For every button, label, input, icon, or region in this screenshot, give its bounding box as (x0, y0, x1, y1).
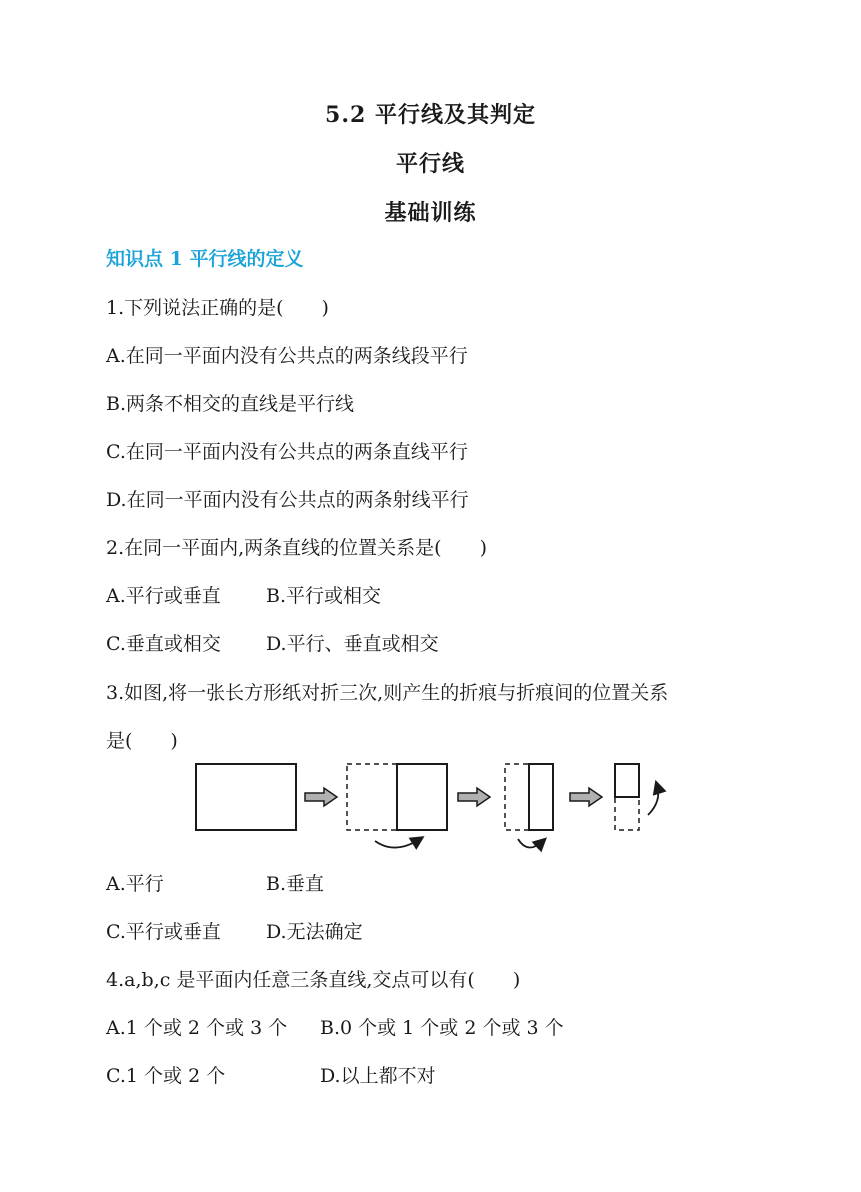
q3-option-c: C.平行或垂直 (106, 921, 221, 943)
q4-option-a: A.1 个或 2 个或 3 个 (106, 1017, 288, 1039)
q2-option-d: D.平行、垂直或相交 (266, 633, 439, 655)
q4-stem: 4.a,b,c 是平面内任意三条直线,交点可以有( ) (106, 969, 521, 991)
q1-stem: 1.下列说法正确的是( ) (106, 297, 329, 319)
q2-option-b: B.平行或相交 (266, 585, 382, 607)
folded-half-solid (397, 764, 447, 830)
folded-half-dashed (347, 764, 397, 830)
q1-option-d: D.在同一平面内没有公共点的两条射线平行 (106, 489, 469, 511)
q2-stem: 2.在同一平面内,两条直线的位置关系是( ) (106, 537, 487, 559)
q4-option-b: B.0 个或 1 个或 2 个或 3 个 (320, 1017, 564, 1039)
q3-option-d: D.无法确定 (266, 921, 363, 943)
folded-quarter-solid (529, 764, 553, 830)
full-rectangle (196, 764, 296, 830)
step-arrow-icon (570, 788, 602, 806)
q3-stem-line1: 3.如图,将一张长方形纸对折三次,则产生的折痕与折痕间的位置关系 (106, 682, 669, 704)
folded-eighth-dashed (615, 797, 639, 830)
fold-arrow-icon (648, 785, 658, 815)
fold-arrow-icon (518, 839, 543, 848)
q3-option-b: B.垂直 (266, 873, 325, 895)
subtitle: 平行线 (395, 151, 465, 177)
q2-option-a: A.平行或垂直 (106, 585, 221, 607)
step-arrow-icon (305, 788, 337, 806)
q3-option-a: A.平行 (106, 873, 164, 895)
q3-stem-line2: 是( ) (106, 730, 178, 752)
fold-arrow-icon (375, 839, 420, 848)
q1-option-c: C.在同一平面内没有公共点的两条直线平行 (106, 441, 468, 463)
knowledge-point-heading: 知识点 1 平行线的定义 (106, 248, 304, 270)
paper-folding-figure (190, 755, 680, 860)
folded-eighth-solid (615, 764, 639, 797)
q2-option-c: C.垂直或相交 (106, 633, 221, 655)
q1-option-a: A.在同一平面内没有公共点的两条线段平行 (106, 345, 468, 367)
step-arrow-icon (458, 788, 490, 806)
q4-option-c: C.1 个或 2 个 (106, 1065, 226, 1087)
q1-option-b: B.两条不相交的直线是平行线 (106, 393, 355, 415)
q4-option-d: D.以上都不对 (320, 1065, 436, 1087)
main-title: 5.2 平行线及其判定 (325, 102, 536, 128)
folded-quarter-dashed (505, 764, 529, 830)
section-title: 基础训练 (384, 200, 477, 226)
